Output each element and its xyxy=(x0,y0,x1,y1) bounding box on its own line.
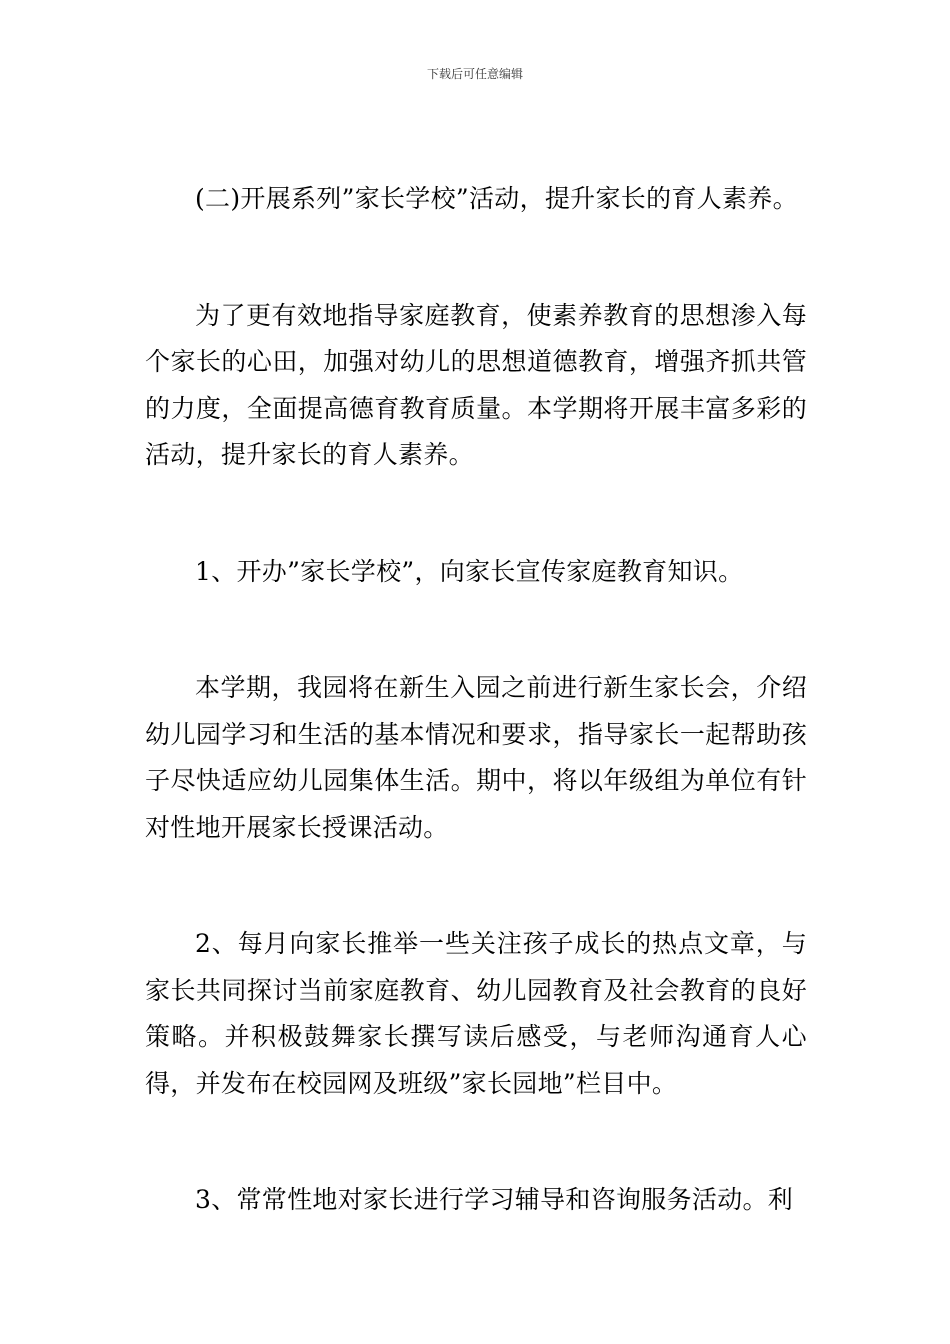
header-note: 下载后可任意编辑 xyxy=(426,67,523,81)
list-item-heading: 1、开办”家长学校”，向家长宣传家庭教育知识。 xyxy=(195,556,744,586)
list-item-paragraph: 2、每月向家长推举一些关注孩子成长的热点文章，与家长共同探讨当前家庭教育、幼儿园教育及社会教育的良好策略。并积极鼓舞家长撰写读后感受，与老师沟通育人心得，并发布在校园网及班级”家长园地”栏目中。 xyxy=(145,929,807,1098)
section-heading: (二)开展系列”家长学校”活动，提升家长的育人素养。 xyxy=(195,184,798,213)
list-item-paragraph: 3、常常性地对家长进行学习辅导和咨询服务活动。利 xyxy=(195,1185,794,1214)
document-body xyxy=(145,176,807,1224)
body-paragraph: 为了更有效地指导家庭教育，使素养教育的思想渗入每个家长的心田，加强对幼儿的思想道德教育，增强齐抓共管的力度，全面提高德育教育质量。本学期将开展丰富多彩的活动，提升家长的育人素养。 xyxy=(145,300,807,469)
body-paragraph: 本学期，我园将在新生入园之前进行新生家长会，介绍幼儿园学习和生活的基本情况和要求，指导家长一起帮助孩子尽快适应幼儿园集体生活。期中，将以年级组为单位有针对性地开展家长授课活动。 xyxy=(145,673,807,842)
